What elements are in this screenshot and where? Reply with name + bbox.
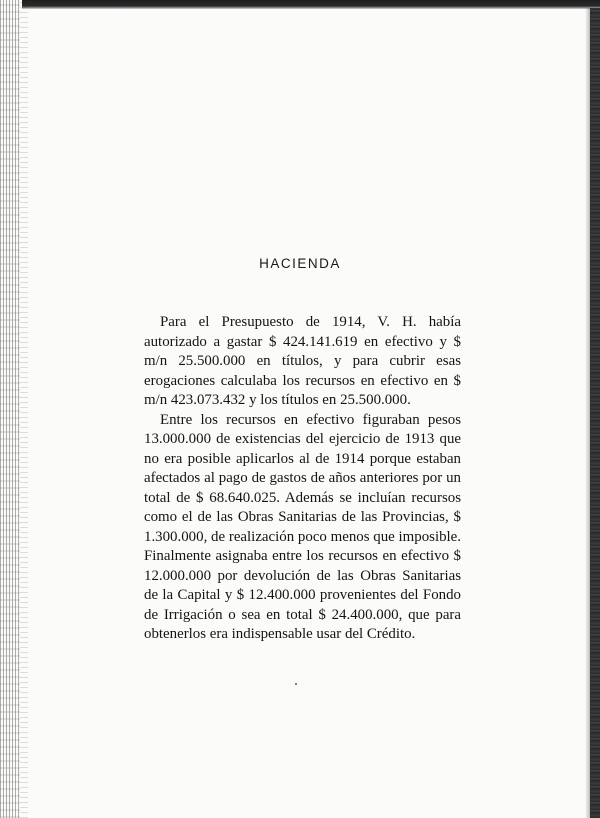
page-right-edge <box>590 8 600 818</box>
section-heading: HACIENDA <box>259 256 341 271</box>
page-top-edge <box>22 0 600 9</box>
page-binding-edge <box>0 0 20 818</box>
paragraph-1: Para el Presupuesto de 1914, V. H. había autorizado a gastar $ 424.141.619 en efectivo y $ m/n 25.500.000 en títulos, y para cubrir esas erogaciones calculaba los recursos en efectivo en $ m/n 423.073.432 y los títulos en 25.500.000. <box>144 314 461 408</box>
body-text <box>144 313 461 645</box>
page-binding-shadow <box>20 0 28 818</box>
scan-speck <box>295 683 297 685</box>
paragraph-2: Entre los recursos en efectivo figuraban pesos 13.000.000 de existencias del ejercicio de 1913 que no era posible aplicarlos al de 1914 porque estaban afectados al pago de gastos de años anteriores por un total de $ 68.640.025. Además se incluían recursos como el de las Obras Sanitarias de las Provincias, $ 1.300.000, de realización poco menos que imposible. Finalmente asignaba entre los recursos en efectivo $ 12.000.000 por devolución de las Obras Sanitarias de la Capital y $ 12.400.000 provenientes del Fondo de Irrigación o sea en total $ 24.400.000, que para obtenerlos era indispensable usar del Crédito. <box>144 411 461 642</box>
